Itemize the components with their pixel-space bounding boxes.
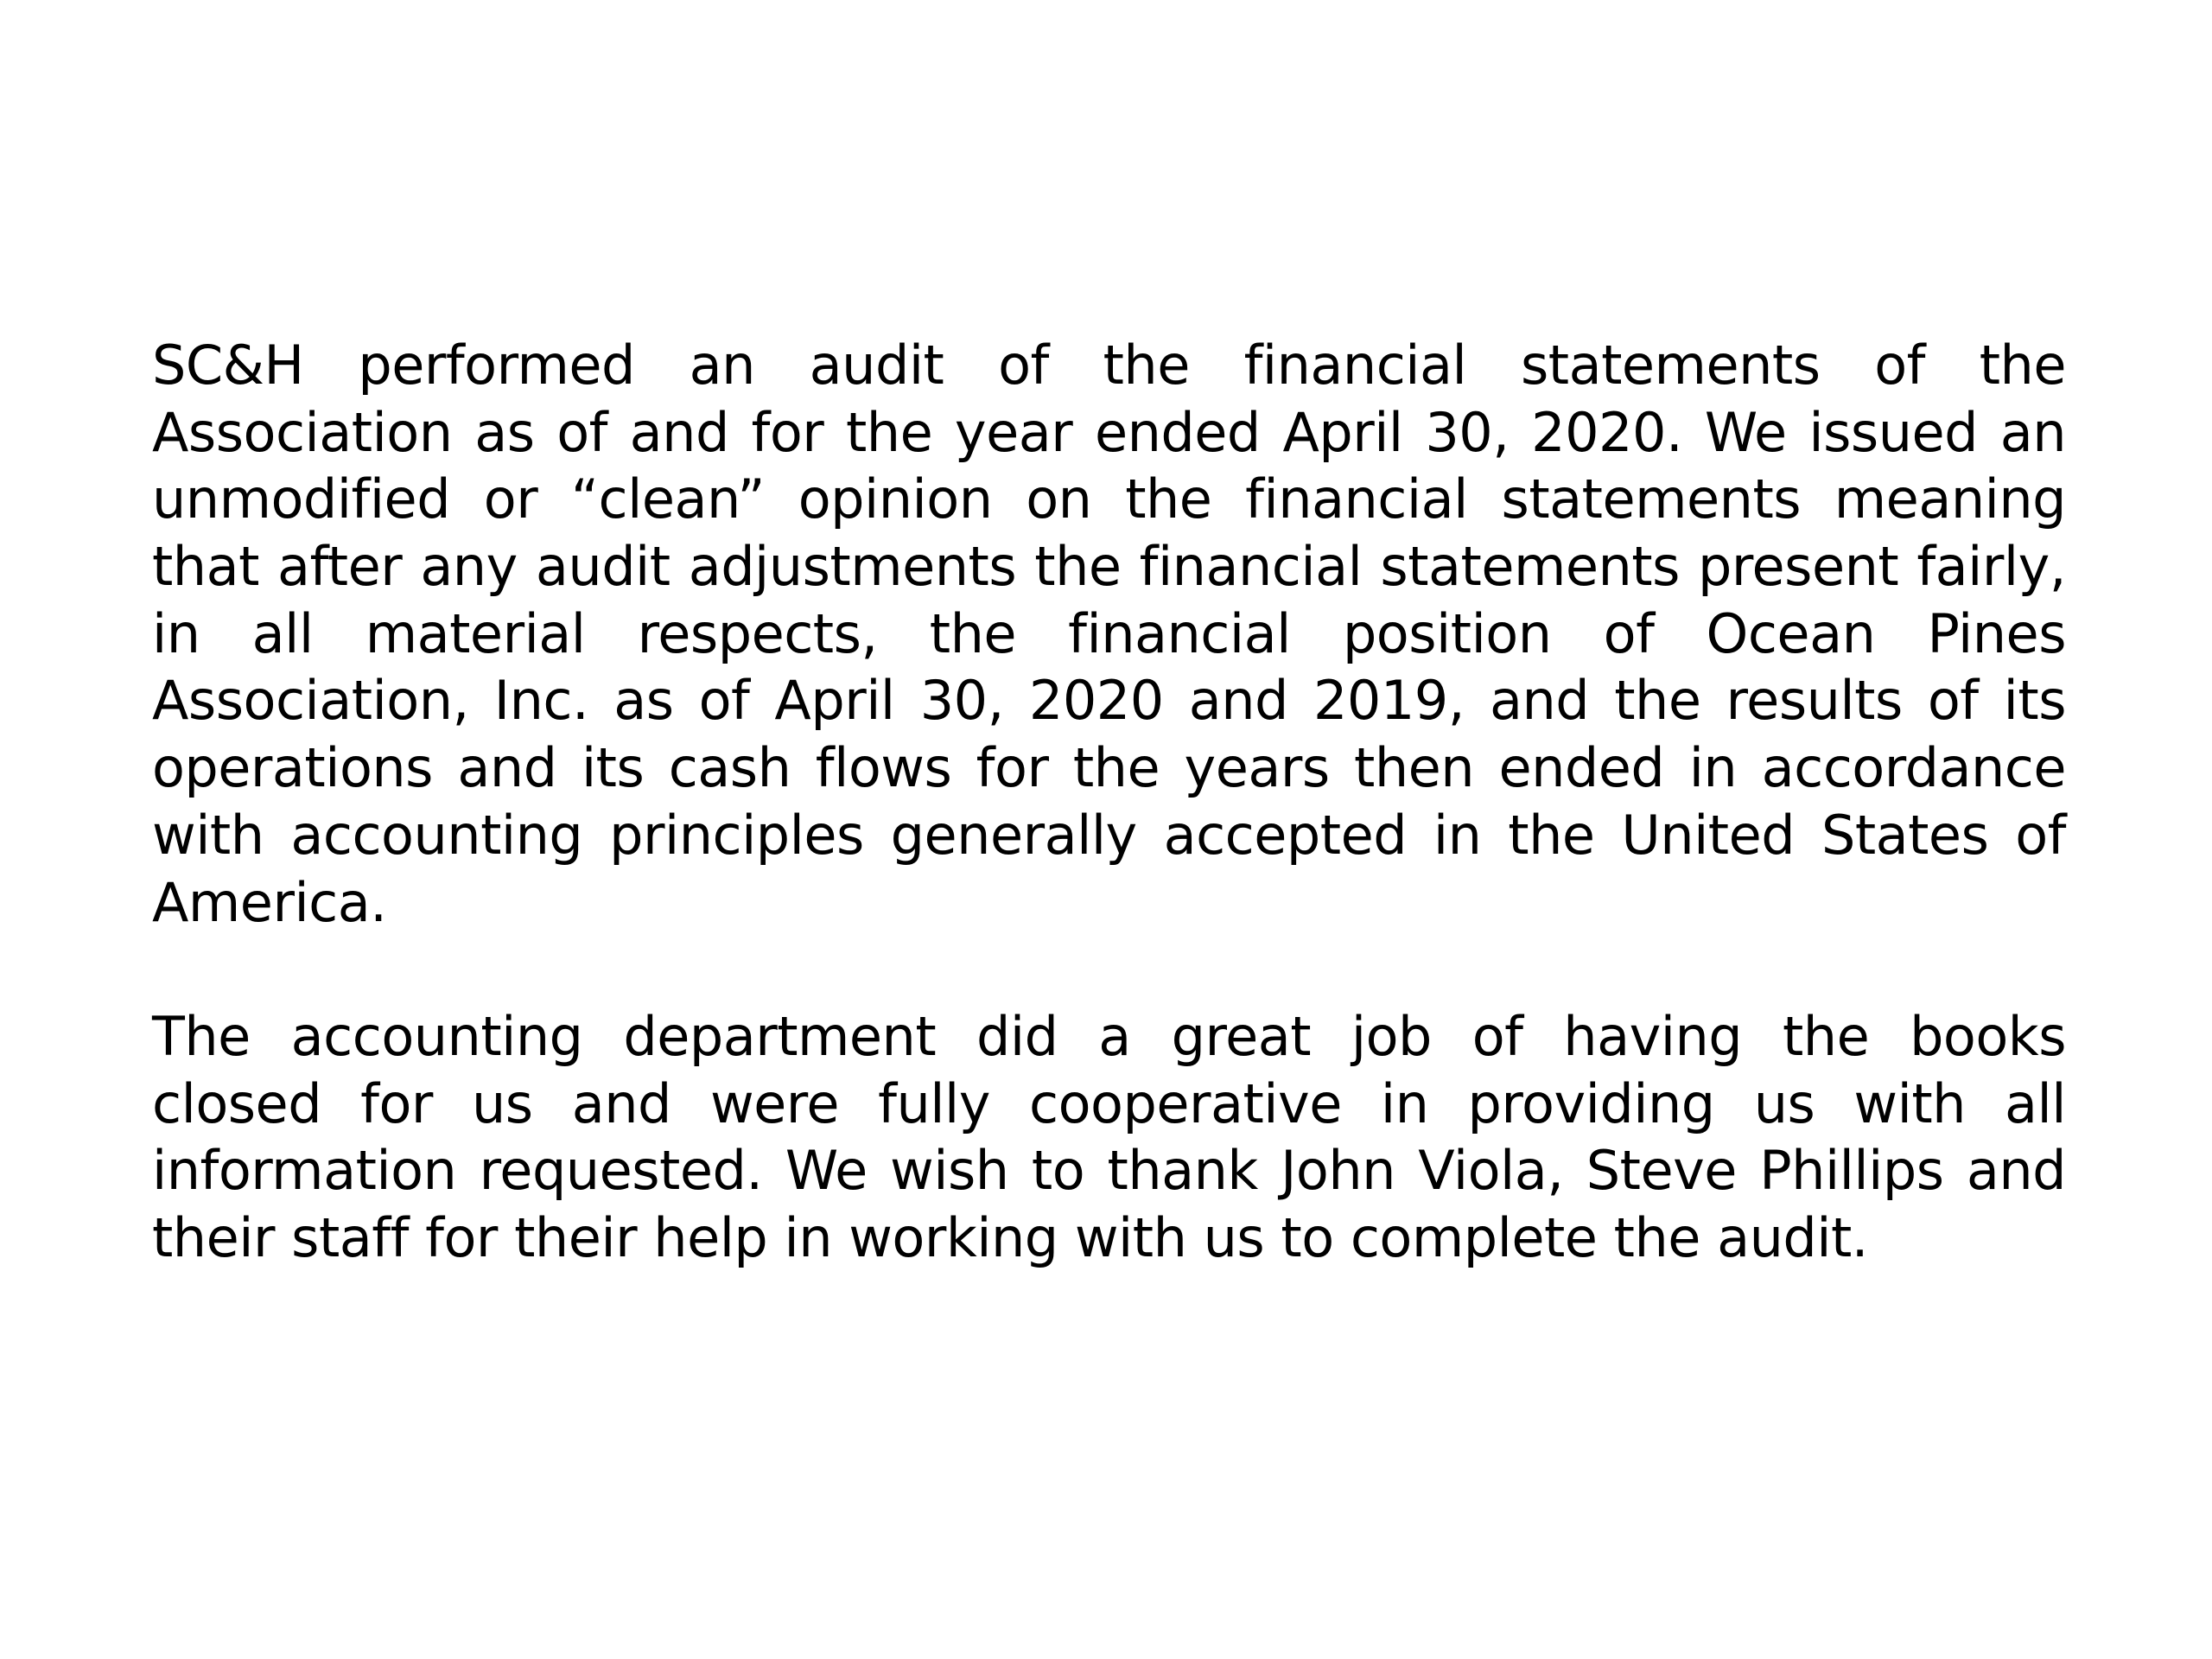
text-line: America.: [152, 870, 387, 934]
text-line: Association, Inc. as of April 30, 2020 and 2019, and the results of its: [152, 669, 2066, 733]
text-line: that after any audit adjustments the financial statements present fairly,: [152, 535, 2066, 599]
text-line: information requested. We wish to thank John Viola, Steve Phillips and: [152, 1139, 2066, 1203]
text-line: SC&H performed an audit of the financial statements of the: [152, 334, 2066, 397]
paragraph-acknowledgement: [152, 1003, 2066, 1272]
paragraph-spacer: [152, 936, 2066, 1003]
text-line: operations and its cash flows for the years then ended in accordance: [152, 736, 2066, 800]
text-line: The accounting department did a great job of having the books: [152, 1004, 2066, 1068]
text-line: in all material respects, the financial position of Ocean Pines: [152, 601, 2066, 665]
text-line: unmodified or “clean” opinion on the financial statements meaning: [152, 467, 2066, 531]
paragraph-audit-opinion: [152, 332, 2066, 936]
body-text: [152, 332, 2066, 1272]
text-line: their staff for their help in working with us to complete the audit.: [152, 1205, 1868, 1269]
text-line: Association as of and for the year ended April 30, 2020. We issued an: [152, 400, 2066, 464]
text-line: closed for us and were fully cooperative in providing us with all: [152, 1071, 2066, 1135]
text-line: with accounting principles generally accepted in the United States of: [152, 803, 2066, 867]
